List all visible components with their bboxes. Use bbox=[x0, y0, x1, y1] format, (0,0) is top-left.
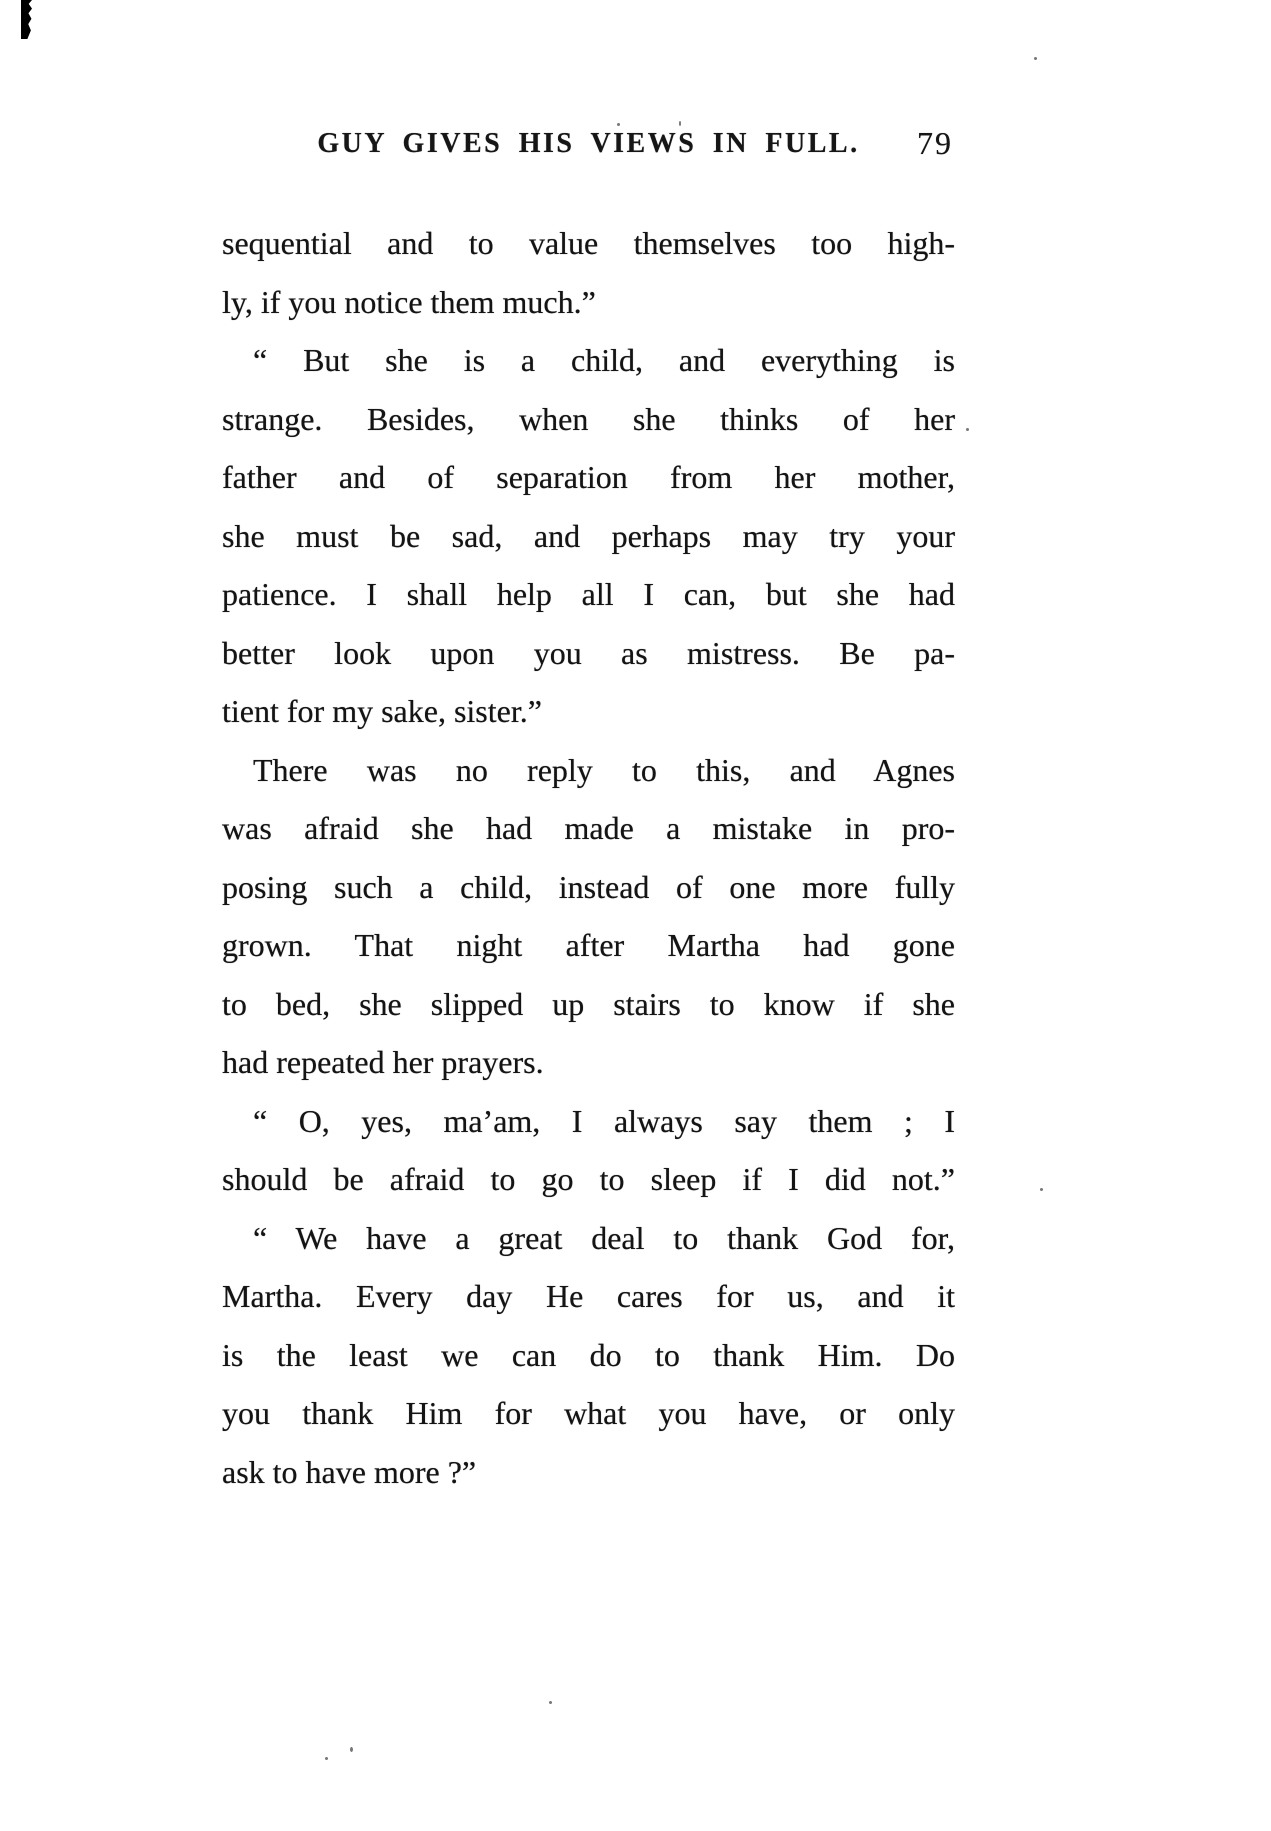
ink-blot bbox=[21, 0, 32, 39]
text-line: ask to have more ?” bbox=[222, 1453, 477, 1490]
scan-speck bbox=[350, 1747, 353, 1752]
scan-speck bbox=[617, 123, 620, 126]
text-line: tient for my sake, sister.” bbox=[222, 693, 542, 729]
scan-speck bbox=[679, 121, 681, 126]
text-line: better look upon you as mistress. Be pa- bbox=[222, 634, 955, 671]
text-line: had repeated her prayers. bbox=[222, 1044, 544, 1080]
scan-speck bbox=[1040, 1188, 1043, 1191]
text-line: patience. I shall help all I can, but she had bbox=[222, 576, 955, 612]
text-line: to bed, she slipped up stairs to know if she bbox=[222, 985, 955, 1022]
text-line: father and of separation from her mother, bbox=[222, 459, 955, 495]
scan-speck bbox=[1034, 57, 1037, 60]
running-title: GUY GIVES HIS VIEWS IN FULL. bbox=[317, 128, 860, 159]
scan-speck bbox=[325, 1757, 328, 1760]
page-number: 79 bbox=[917, 125, 953, 161]
text-line: strange. Besides, when she thinks of her bbox=[222, 400, 955, 437]
text-line: “ O, yes, ma’am, I always say them ; I bbox=[253, 1102, 955, 1139]
text-line: Martha. Every day He cares for us, and it bbox=[222, 1278, 955, 1314]
text-line: is the least we can do to thank Him. Do bbox=[222, 1336, 955, 1373]
text-line: grown. That night after Martha had gone bbox=[222, 927, 955, 963]
text-line: should be afraid to go to sleep if I did not.” bbox=[222, 1161, 955, 1197]
body-text bbox=[222, 214, 955, 1501]
text-line: ly, if you notice them much.” bbox=[222, 283, 596, 320]
text-line: posing such a child, instead of one more fully bbox=[222, 868, 955, 905]
text-line: “ But she is a child, and everything is bbox=[253, 342, 955, 378]
text-line: was afraid she had made a mistake in pro- bbox=[222, 810, 955, 846]
text-line: you thank Him for what you have, or only bbox=[222, 1395, 955, 1431]
scan-speck bbox=[549, 1701, 552, 1704]
text-line: she must be sad, and perhaps may try your bbox=[222, 517, 955, 554]
page-header bbox=[222, 125, 955, 170]
scan-speck bbox=[966, 428, 969, 431]
text-line: “ We have a great deal to thank God for, bbox=[253, 1219, 955, 1256]
text-line: sequential and to value themselves too high- bbox=[222, 225, 955, 261]
text-line: There was no reply to this, and Agnes bbox=[253, 751, 955, 788]
